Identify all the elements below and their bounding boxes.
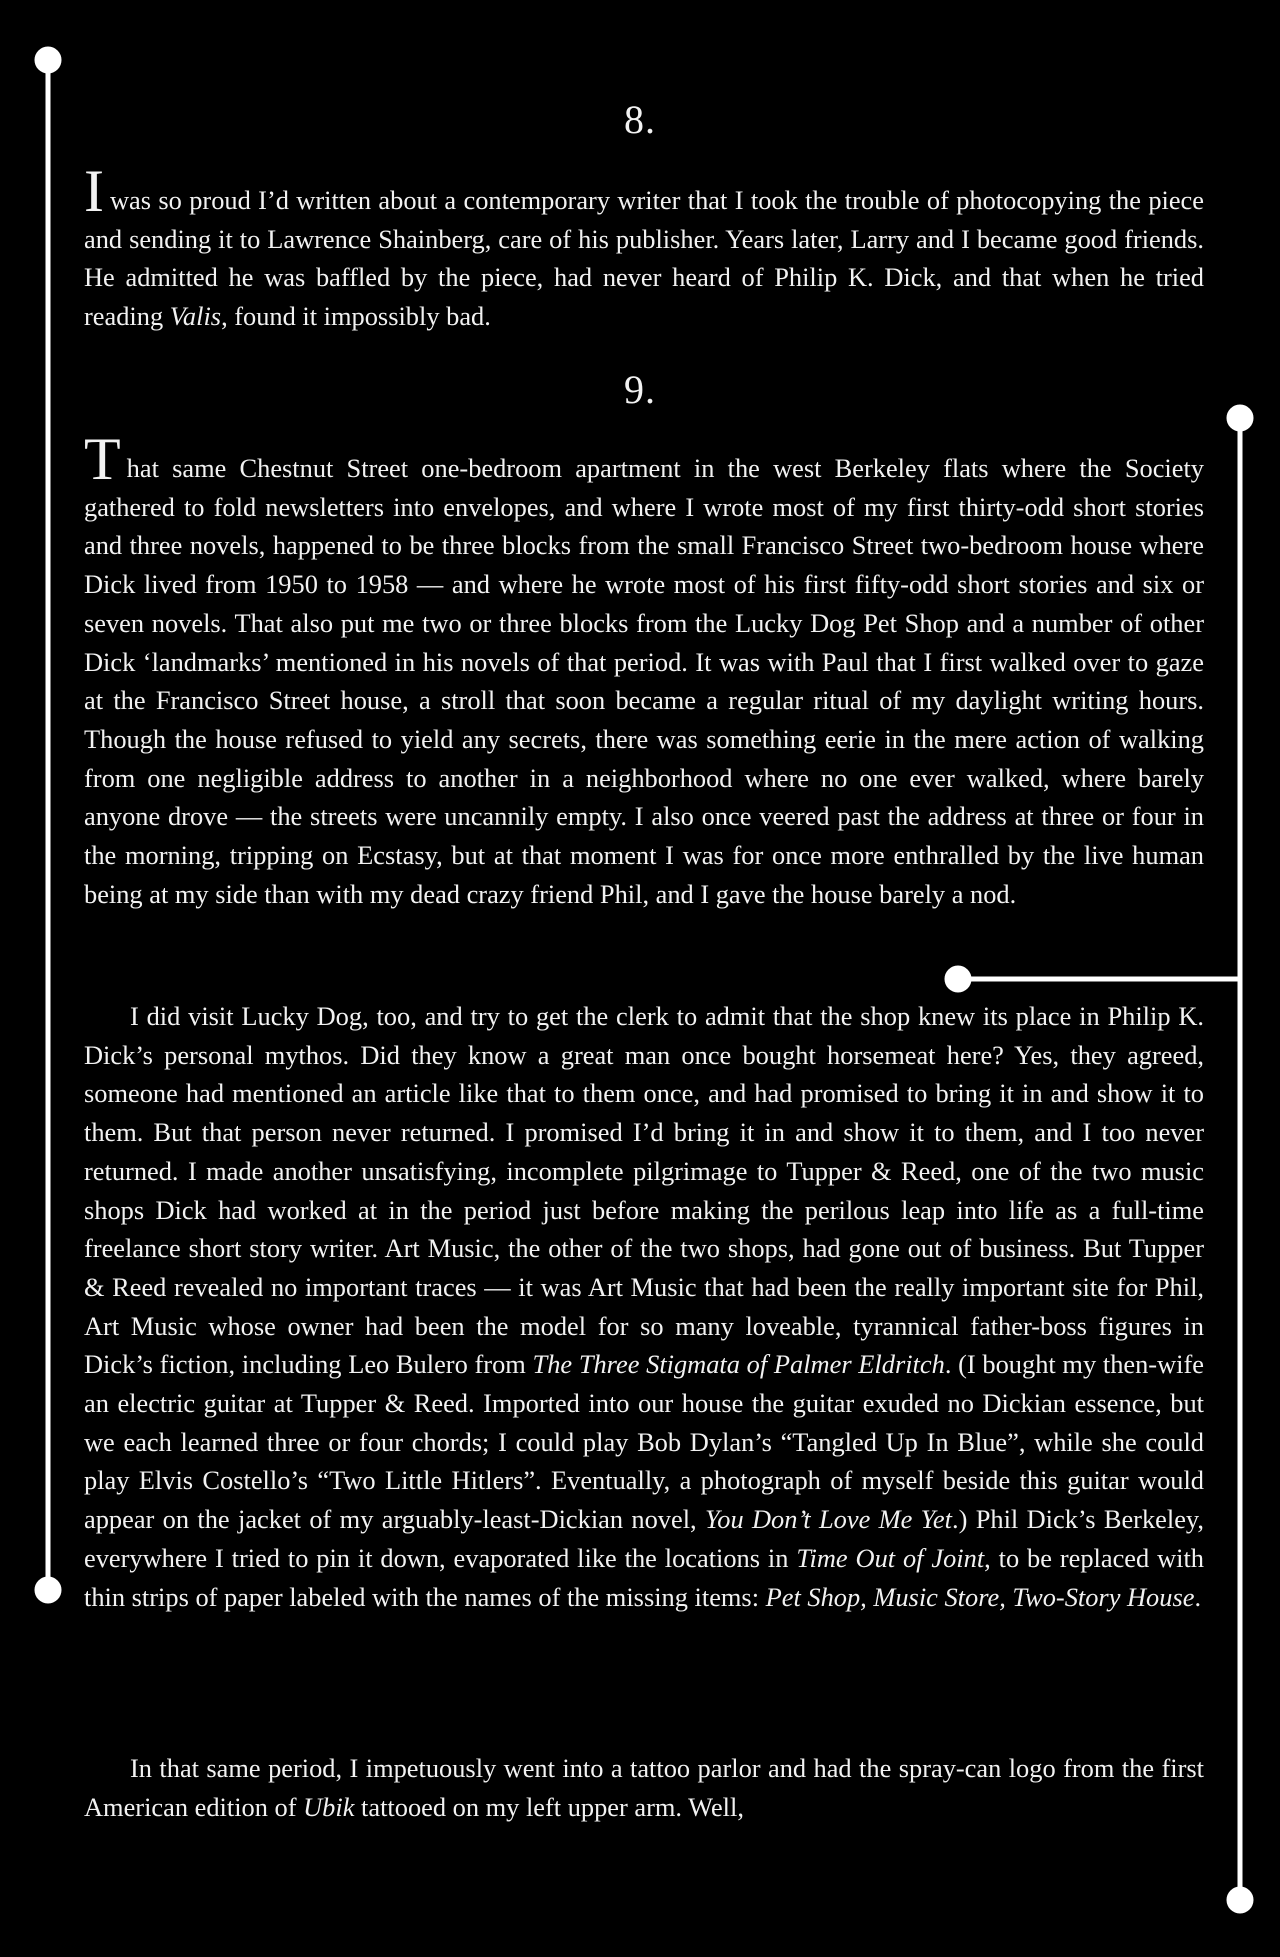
book-title: You Don’t Love Me Yet [705, 1504, 952, 1535]
drop-cap: T [84, 426, 121, 492]
book-title: Valis [169, 300, 222, 331]
book-title: The Three Stigmata of Palmer Eldritch [532, 1349, 945, 1380]
section-number-8: 8. [624, 97, 656, 142]
branch-node [947, 968, 969, 990]
section-9-paragraph-2: I did visit Lucky Dog, too, and try to get the clerk to admit that the shop knew its place in Philip K. Dick’s personal mythos. Did they know a great man once bought horsemeat here? Yes, they agreed, someone had mentioned an article like that to them once, and had promised to bring it in and show it to them. But that person never returned. I promised I’d bring it in and show it to them, and I too never returned. I made another unsatisfying, incomplete pilgrimage to Tupper & Reed, one of the two music shops Dick had worked at in the period just before making the perilous leap into life as a full-time freelance short story writer. Art Music, the other of the two shops, had gone out of business. But Tupper & Reed revealed no important traces — it was Art Music that had been the really important site for Phil, Art Music whose owner had been the model for so many loveable, tyrannical father-boss figures in Dick’s fiction, including Leo Bulero from The Three Stigmata of Palmer Eldritch. (I bought my then-wife an electric guitar at Tupper & Reed. Imported into our house the guitar exuded no Dickian essence, but we each learned three or four chords; I could play Bob Dylan’s “Tangled Up In Blue”, while she could play Elvis Costello’s “Two Little Hitlers”. Eventually, a photograph of myself beside this guitar would appear on the jacket of my arguably-least-Dickian novel, You Don’t Love Me Yet.) Phil Dick’s Berkeley, everywhere I tried to pin it down, evaporated like the locations in Time Out of Joint, to be replaced with thin strips of paper labeled with the names of the missing items: Pet Shop, Music Store, Two-Story House. [84, 1001, 1204, 1612]
missing-items: Pet Shop, Music Store, Two-Story House [765, 1581, 1195, 1612]
left-top-node [37, 49, 59, 71]
section-9-paragraph-1: That same Chestnut Street one-bedroom apartment in the west Berkeley flats where the Society gathered to fold newsletters into envelopes, and where I wrote most of my first thirty-odd short stories and three novels, happened to be three blocks from the small Francisco Street two-bedroom house where Dick lived from 1950 to 1958 — and where he wrote most of his first fifty-odd short stories and six or seven novels. That also put me two or three blocks from the Lucky Dog Pet Shop and a number of other Dick ‘landmarks’ mentioned in his novels of that period. It was with Paul that I first walked over to gaze at the Francisco Street house, a stroll that soon became a regular ritual of my daylight writing hours. Though the house refused to yield any secrets, there was something eerie in the mere action of walking from one negligible address to another in a neighborhood where no one ever walked, where barely anyone drove — the streets were uncannily empty. I also once veered past the address at three or four in the morning, tripping on Ecstasy, but at that moment I was for once more enthralled by the live human being at my side than with my dead crazy friend Phil, and I gave the house barely a nod. [84, 426, 1204, 909]
drop-cap: I [84, 158, 104, 224]
book-title: Time Out of Joint [796, 1542, 985, 1573]
section-number-9: 9. [624, 367, 656, 412]
section-8-paragraph: Iwas so proud I’d written about a contemporary writer that I took the trouble of photocopying the piece and sending it to Lawrence Shainberg, care of his publisher. Years later, Larry and I became good friends. He admitted he was baffled by the piece, had never heard of Philip K. Dick, and that when he tried reading Valis, found it impossibly bad. [84, 158, 1204, 331]
right-bottom-node [1229, 1889, 1251, 1911]
book-title: Ubik [303, 1791, 355, 1822]
left-bottom-node [37, 1579, 59, 1601]
right-top-node [1229, 407, 1251, 429]
section-9-paragraph-3: In that same period, I impetuously went into a tattoo parlor and had the spray-can logo from the first American edition of Ubik tattooed on my left upper arm. Well, [84, 1753, 1204, 1822]
